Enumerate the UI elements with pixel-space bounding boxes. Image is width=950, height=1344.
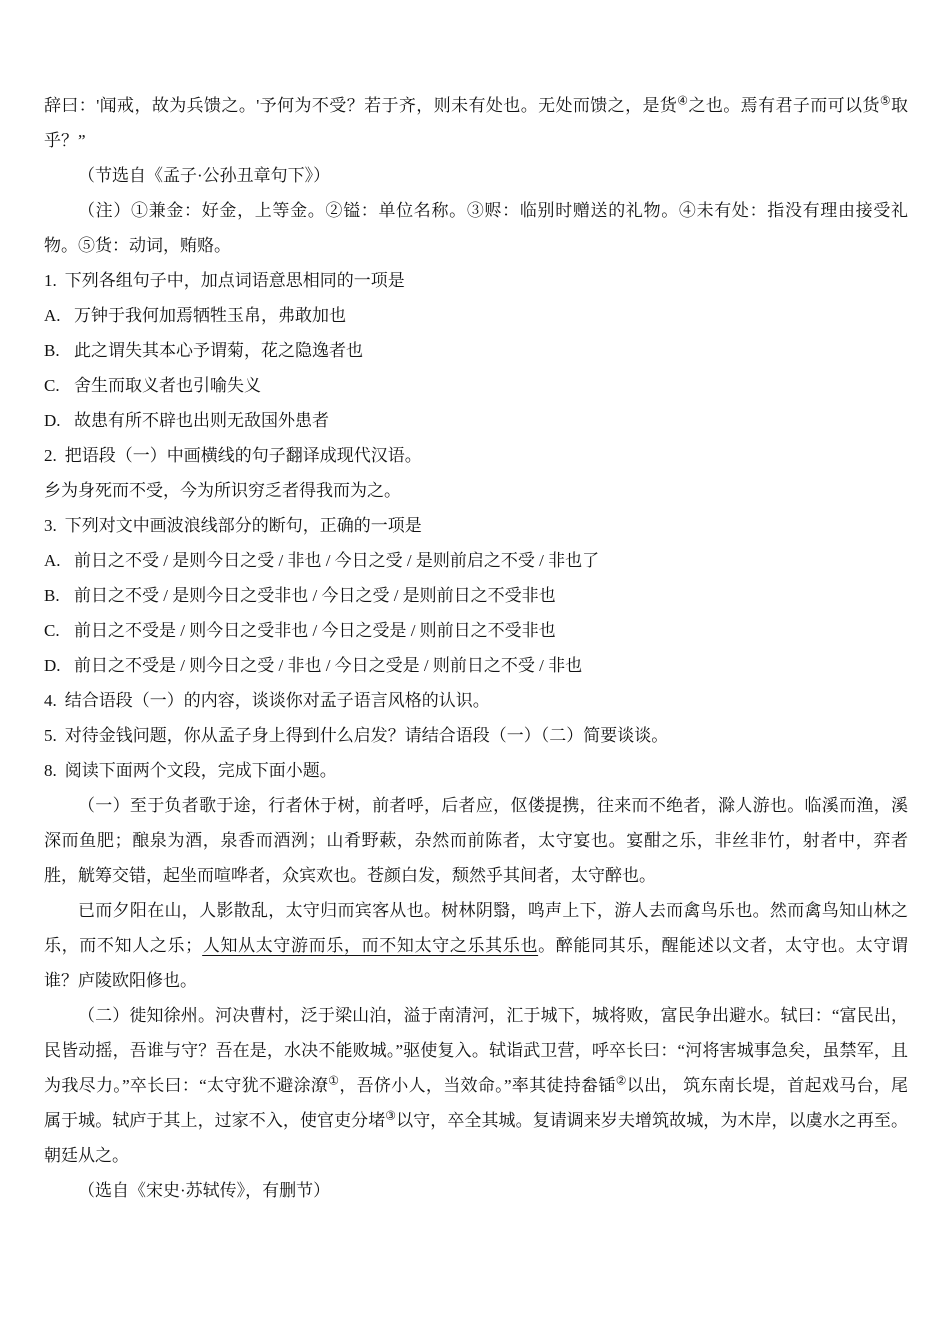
question-3-option-a (44, 543, 908, 578)
question-5-text: 对待金钱问题，你从孟子身上得到什么启发？请结合语段（一）（二）简要谈谈。 (64, 726, 669, 745)
passage-mengzi-notes: （注）①兼金：好金，上等金。②镒：单位名称。③赆：临别时赠送的礼物。④未有处：指没有理由接受礼物。⑤货：动词，贿赂。 (44, 201, 908, 255)
question-3 (44, 508, 908, 543)
question-3-text: 下列对文中画波浪线部分的断句，正确的一项是 (64, 516, 422, 535)
question-8 (44, 753, 908, 788)
option-b-text: 此之谓失其本心予谓菊，花之隐逸者也 (74, 341, 363, 360)
passage-mengzi-source: （节选自《孟子·公孙丑章句下》） (78, 166, 331, 185)
question-1-option-d (44, 403, 908, 438)
question-1-option-c (44, 368, 908, 403)
option-b-label: B. (44, 586, 60, 605)
question-3-option-c (44, 613, 908, 648)
option-c-text: 前日之不受是 / 则今日之受非也 / 今日之受是 / 则前日之不受非也 (74, 621, 556, 640)
option-c-label: C. (44, 621, 60, 640)
note-ref-4-icon: ④ (677, 93, 689, 108)
question-4-text: 结合语段（一）的内容，谈谈你对孟子语言风格的认识。 (64, 691, 490, 710)
option-b-text: 前日之不受 / 是则今日之受非也 / 今日之受 / 是则前日之不受非也 (74, 586, 556, 605)
passage-sushi-p1 (44, 998, 908, 1173)
sushi-text-1: （二）徙知徐州。河决曹村，泛于梁山泊，溢于南清河，汇于城下，城将败，富民争出避水。轼曰：“富民出，民皆动摇，吾谁与守？吾在是，水决不能败城。”驱使复入。轼诣武卫营，呼卒长曰：“河将害城事急矣，虽禁军，且为我尽力。”卒长曰：“太守犹不避涂潦 (44, 1006, 908, 1095)
option-a-text: 万钟于我何加焉牺牲玉帛，弗敢加也 (74, 306, 346, 325)
question-3-option-b (44, 578, 908, 613)
mengzi-tail-text-1: 辞曰：'闻戒，故为兵馈之。'予何为不受？若于齐，则未有处也。无处而馈之，是货 (44, 96, 678, 115)
note-ref-1-icon: ① (328, 1073, 340, 1088)
question-1-text: 下列各组句子中，加点词语意思相同的一项是 (64, 271, 405, 290)
option-d-text: 故患有所不辟也出则无敌国外患者 (74, 411, 329, 430)
question-3-option-d (44, 648, 908, 683)
question-4-number: 4. (44, 691, 57, 710)
question-8-number: 8. (44, 761, 57, 780)
option-d-label: D. (44, 656, 61, 675)
option-d-text: 前日之不受是 / 则今日之受 / 非也 / 今日之受是 / 则前日之不受 / 非也 (74, 656, 583, 675)
option-c-label: C. (44, 376, 60, 395)
option-d-label: D. (44, 411, 61, 430)
question-2 (44, 438, 908, 473)
zuiwengting-p2-pre: 已而夕阳在山，人影散乱，太守归而宾客从也。树林阴翳，鸣声上下，游人去而禽鸟乐也。然而禽鸟知山林之乐，而不知人之乐； (44, 901, 908, 955)
question-2-sentence: 乡为身死而不受，今为所识穷乏者得我而为之。 (44, 481, 401, 500)
passage-mengzi-tail (44, 88, 908, 158)
sushi-text-4: 以守，卒全其城。复请调来岁夫增筑故城，为木岸，以虞水之再至。朝廷从之。 (44, 1111, 908, 1165)
question-2-number: 2. (44, 446, 57, 465)
option-a-text: 前日之不受 / 是则今日之受 / 非也 / 今日之受 / 是则前启之不受 / 非也了 (74, 551, 600, 570)
option-a-label: A. (44, 551, 61, 570)
question-2-text: 把语段（一）中画横线的句子翻译成现代汉语。 (64, 446, 422, 465)
question-4 (44, 683, 908, 718)
sushi-text-2: ，吾侪小人，当效命。”率其徒持畚锸 (339, 1076, 616, 1095)
passage-zuiwengting-p2 (44, 893, 908, 998)
mengzi-tail-text-3: 取乎？” (44, 96, 909, 150)
option-b-label: B. (44, 341, 60, 360)
question-1-option-b (44, 333, 908, 368)
question-5-number: 5. (44, 726, 57, 745)
question-1-option-a (44, 298, 908, 333)
passage-sushi-source: （选自《宋史·苏轼传》，有删节） (78, 1181, 331, 1200)
zuiwengting-p2-post: 。醉能同其乐，醒能述以文者，太守也。太守谓谁？庐陵欧阳修也。 (44, 936, 909, 990)
mengzi-tail-text-2: 之也。焉有君子而可以货 (688, 96, 880, 115)
question-1-number: 1. (44, 271, 57, 290)
note-ref-3-icon: ③ (385, 1108, 397, 1123)
zuiwengting-p2-underlined: 人知从太守游而乐，而不知太守之乐其乐也 (202, 936, 539, 955)
option-c-text: 舍生而取义者也引喻失义 (74, 376, 261, 395)
question-5 (44, 718, 908, 753)
sushi-text-3: 以出， 筑东南长堤，首起戏马台，尾属于城。轼庐于其上，过家不入，使官吏分堵 (44, 1076, 909, 1130)
note-ref-2-icon: ② (615, 1073, 627, 1088)
question-8-text: 阅读下面两个文段，完成下面小题。 (64, 761, 337, 780)
question-3-number: 3. (44, 516, 57, 535)
option-a-label: A. (44, 306, 61, 325)
note-ref-5-icon: ⑤ (879, 93, 892, 108)
question-1 (44, 263, 908, 298)
passage-zuiwengting-p1: （一）至于负者歌于途，行者休于树，前者呼，后者应，伛偻提携，往来而不绝者，滁人游也。临溪而渔，溪深而鱼肥；酿泉为酒，泉香而酒洌；山肴野蔌，杂然而前陈者，太守宴也。宴酣之乐，非丝非竹，射者中，弈者胜，觥筹交错，起坐而喧哗者，众宾欢也。苍颜白发，颓然乎其间者，太守醉也。 (44, 796, 908, 885)
